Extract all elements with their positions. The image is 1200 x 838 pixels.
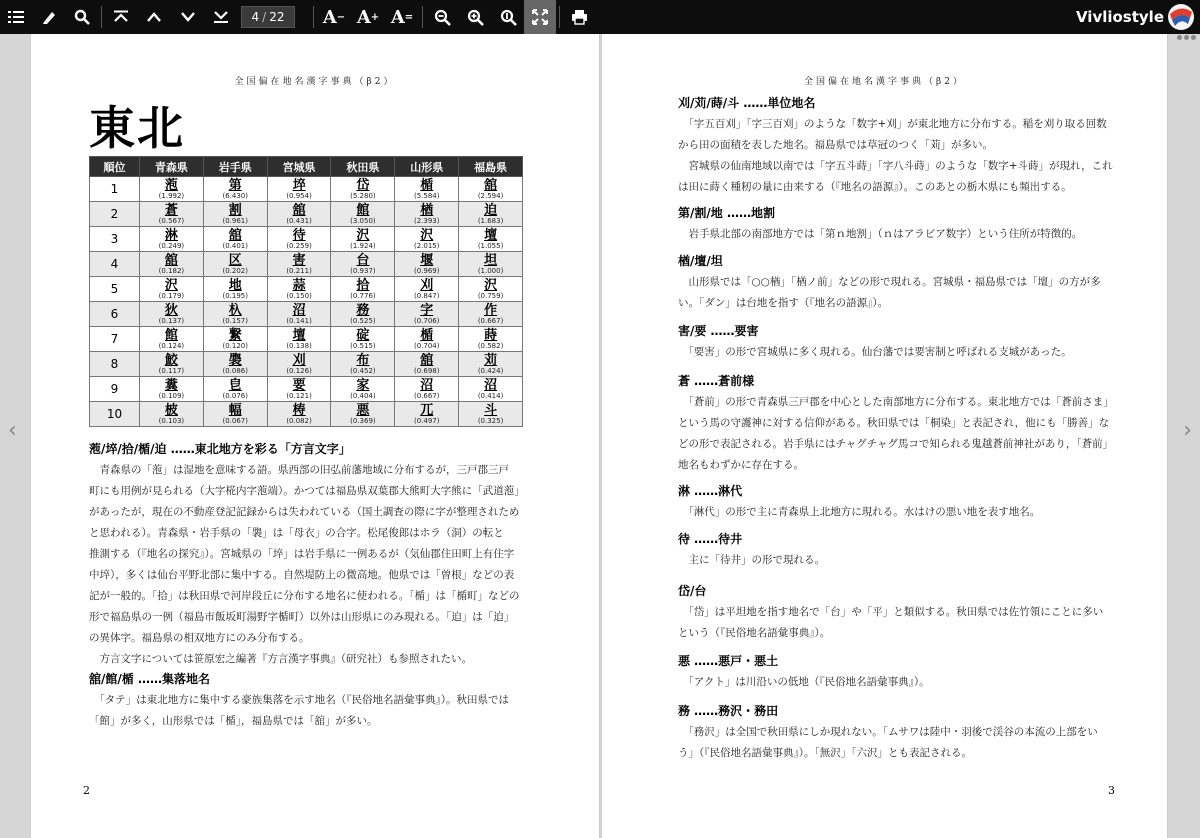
section-heading: 第/割/地 ……地割	[678, 206, 775, 220]
section-heading: 悪 ……悪戸・悪土	[678, 654, 779, 668]
ratio-value: (0.141)	[286, 316, 312, 325]
running-head: 全国偏在地名漢字事典（β2）	[804, 77, 965, 87]
rank-cell: 10	[90, 402, 140, 427]
ratio-value: (0.497)	[413, 416, 440, 425]
ratio-value: (5.280)	[350, 191, 376, 200]
zoom-in-icon[interactable]	[458, 0, 492, 34]
table-cell	[203, 352, 267, 377]
table-cell	[459, 177, 523, 202]
section-heading: 岱/台	[678, 584, 707, 598]
table-cell	[331, 202, 395, 227]
kanji[interactable]: 楢	[420, 202, 434, 218]
table-cell	[203, 227, 267, 252]
table-cell	[203, 302, 267, 327]
page-number: 3	[1108, 784, 1115, 797]
column-header: 山形県	[395, 157, 459, 177]
column-header: 青森県	[140, 157, 204, 177]
ratio-value: (0.202)	[222, 266, 248, 275]
left-page	[30, 34, 600, 838]
kanji[interactable]: 割	[228, 202, 242, 218]
table-cell	[331, 377, 395, 402]
ratio-value: (1.992)	[158, 191, 185, 200]
ratio-value: (0.667)	[413, 391, 440, 400]
body-text-line: から田の面積を表した地名。福島県では草冠のつく「苅」が多い。	[678, 139, 993, 151]
body-text-line: 主に「待井」の形で現れる。	[678, 554, 825, 566]
toolbar	[0, 0, 1200, 34]
marker-pen-icon[interactable]	[32, 0, 66, 34]
ranking-table	[89, 156, 523, 427]
body-text-line: 青森県の「萢」は湿地を意味する語。県西部の旧弘前藩地域に分布するが，三戸郡三戸	[89, 464, 509, 476]
table-cell	[203, 402, 267, 427]
kanji[interactable]: 区	[228, 252, 242, 268]
ratio-value: (6.430)	[222, 191, 248, 200]
kanji[interactable]: 楯	[420, 177, 434, 193]
table-cell	[140, 302, 204, 327]
table-cell	[459, 277, 523, 302]
section-heading: 蒼 ……蒼前様	[678, 374, 755, 388]
ratio-value: (0.404)	[350, 391, 376, 400]
body-text-line: 「務沢」は全国で秋田県にしか現れない。「ムサワは陸中・羽後で渓谷の本流の上部をい	[678, 726, 1098, 738]
body-text-line: 「アクト」は川沿いの低地（『民俗地名語彙事典』）。	[678, 676, 930, 688]
ratio-value: (1.924)	[350, 241, 376, 250]
column-header: 岩手県	[203, 157, 267, 177]
page-separator: /	[262, 10, 267, 24]
table-header-row	[90, 157, 523, 177]
kanji[interactable]: 作	[484, 302, 498, 318]
kanji[interactable]: 地	[228, 277, 242, 293]
last-page-icon[interactable]	[205, 0, 237, 34]
table-cell	[459, 202, 523, 227]
next-page-icon[interactable]	[171, 0, 205, 34]
table-cell	[267, 377, 331, 402]
table-cell	[203, 177, 267, 202]
ratio-value: (0.182)	[158, 266, 185, 275]
zoom-out-icon[interactable]	[426, 0, 458, 34]
kanji[interactable]: 刈	[292, 352, 306, 368]
kanji[interactable]: 蒔	[484, 327, 498, 343]
rank-cell: 7	[90, 327, 140, 352]
rank-cell: 3	[90, 227, 140, 252]
kanji[interactable]: 舘	[228, 227, 242, 243]
kanji[interactable]: 第	[228, 177, 242, 193]
table-row	[90, 227, 523, 252]
current-page[interactable]: 4	[251, 10, 260, 24]
ratio-value: (0.525)	[350, 316, 376, 325]
table-cell	[395, 327, 459, 352]
body-text-line: どの形で表記される。岩手県にはチャグチャグ馬コで知られる鬼越蒼前神社があり，「蒼前」	[678, 438, 1114, 450]
body-text-line: 「淋代」の形で主に青森県上北地方に現れる。水はけの悪い地を表す地名。	[678, 506, 1041, 518]
section-heading: 萢/埣/拾/楯/迫 ……東北地方を彩る「方言文字」	[89, 442, 351, 456]
section-heading: 待 ……待井	[678, 532, 743, 546]
body-text-line: 山形県では「○○楢」「楢ノ前」などの形で現れる。宮城県・福島県では「壇」の方が多	[678, 276, 1101, 288]
ratio-value: (0.076)	[222, 391, 248, 400]
ratio-value: (0.120)	[222, 341, 248, 350]
kanji[interactable]: 台	[356, 252, 370, 268]
table-cell	[140, 177, 204, 202]
ratio-value: (0.249)	[158, 241, 185, 250]
search-icon[interactable]	[66, 0, 98, 34]
ratio-value: (0.414)	[477, 391, 504, 400]
body-text-line: 「タテ」は東北地方に集中する豪族集落を示す地名（『民俗地名語彙事典』）。秋田県では	[89, 694, 509, 706]
kanji[interactable]: 蒼	[164, 202, 178, 218]
table-cell	[331, 177, 395, 202]
table-cell	[395, 302, 459, 327]
body-text-line: 岩手県北部の南部地方では「第ｎ地割」（ｎはアラビア数字）という住所が特徴的。	[678, 228, 1083, 240]
page-title: 東北	[89, 101, 185, 155]
body-text-line: という（『民俗地名語彙事典』）。	[678, 627, 831, 639]
table-cell	[395, 252, 459, 277]
ratio-value: (0.515)	[350, 341, 376, 350]
body-text-line: 町にも用例が見られる（大字椛内字萢端）。かつては福島県双葉郡大熊町大字熊に「武道萢」	[89, 485, 525, 497]
ratio-value: (0.698)	[413, 366, 440, 375]
table-row	[90, 402, 523, 427]
body-text-line: 中埣），多くは仙台平野北部に集中する。自然堤防上の微高地。他県では「曽根」などの表	[89, 569, 515, 581]
first-page-icon[interactable]	[105, 0, 137, 34]
vivliostyle-logo-icon	[1166, 2, 1196, 32]
ratio-value: (0.195)	[222, 291, 248, 300]
body-text-line: という馬の守護神に対する信仰がある。秋田県では「桐染」と表記され，他にも「勝善」な	[678, 417, 1110, 429]
kanji[interactable]: 褜	[228, 352, 242, 368]
ratio-value: (1.000)	[477, 266, 504, 275]
table-cell	[140, 327, 204, 352]
toolbar-divider	[313, 6, 314, 28]
section-heading: 舘/館/楯 ……集落地名	[89, 672, 210, 686]
table-cell	[395, 352, 459, 377]
body-text-line: 方言文字については笹原宏之編著『方言漢字事典』（研究社）も参照されたい。	[89, 653, 473, 665]
body-text-line: 「館」が多く，山形県では「楯」，福島県では「舘」が多い。	[89, 715, 378, 727]
table-row	[90, 352, 523, 377]
kanji[interactable]: 糞	[164, 377, 178, 393]
kanji[interactable]: 舘	[292, 202, 306, 218]
previous-page-icon[interactable]	[137, 0, 171, 34]
toc-menu-icon[interactable]	[0, 0, 32, 34]
kanji[interactable]: 待	[292, 227, 306, 243]
table-cell	[459, 227, 523, 252]
ratio-value: (0.121)	[286, 391, 312, 400]
ratio-value: (3.050)	[350, 216, 376, 225]
kanji[interactable]: 杁	[228, 302, 242, 318]
left-nav-arrow-icon[interactable]: ‹	[8, 418, 17, 443]
body-text-line: の異体字。福島県の相双地方にのみ分布する。	[89, 632, 310, 644]
kanji[interactable]: 沢	[420, 227, 434, 243]
ratio-value: (0.325)	[477, 416, 504, 425]
body-text-line: と思われる）。青森県・岩手県の「褜」は「母衣」の合字。松尾俊郎はホラ（洞）の転と	[89, 527, 504, 539]
table-cell	[140, 377, 204, 402]
kanji[interactable]: 館	[164, 327, 178, 343]
kanji[interactable]: 堰	[420, 252, 434, 268]
body-text-line: 推測する（『地名の探究』）。宮城県の「埣」は岩手県に一例あるが（気仙郡住田町上有住字	[89, 548, 515, 560]
table-cell	[459, 402, 523, 427]
ratio-value: (0.211)	[286, 266, 312, 275]
table-cell	[267, 202, 331, 227]
table-cell	[140, 227, 204, 252]
body-text-line: 地名もわずかに存在する。	[678, 459, 804, 471]
table-cell	[331, 327, 395, 352]
table-cell	[331, 277, 395, 302]
ratio-value: (0.431)	[286, 216, 312, 225]
ratio-value: (0.759)	[477, 291, 504, 300]
ratio-value: (2.393)	[413, 216, 440, 225]
ratio-value: (0.667)	[477, 316, 504, 325]
table-cell	[395, 177, 459, 202]
table-cell	[395, 402, 459, 427]
body-text-line: う」（『民俗地名語彙事典』）。「無沢」「六沢」とも表記される。	[678, 747, 972, 759]
kanji[interactable]: 迫	[484, 202, 498, 218]
ratio-value: (5.584)	[413, 191, 440, 200]
table-cell	[331, 402, 395, 427]
table-cell	[267, 252, 331, 277]
table-cell	[395, 277, 459, 302]
rank-cell: 2	[90, 202, 140, 227]
table-cell	[267, 227, 331, 252]
body-text-line: 宮城県の仙南地域以南では「字五斗蒔」「字八斗蒔」のような「数字+斗蒔」が現れ，これ	[678, 160, 1113, 172]
rank-cell: 9	[90, 377, 140, 402]
section-heading: 務 ……務沢・務田	[678, 704, 779, 718]
kanji[interactable]: 皀	[228, 377, 242, 393]
ratio-value: (0.082)	[286, 416, 312, 425]
kanji[interactable]: 舘	[164, 252, 178, 268]
ratio-value: (0.424)	[477, 366, 504, 375]
body-text-line: は田に蒔く種籾の量に由来する（『地名の語源』）。このあとの栃木県にも頻出する。	[678, 181, 1072, 193]
body-text-line: 形で福島県の一例（福島市飯坂町湯野字楯町）以外は山形県にのみ現れる。「迫」は「迫」	[89, 611, 515, 623]
rank-cell: 4	[90, 252, 140, 277]
body-text-line: 「蒼前」の形で青森県三戸郡を中心とした南部地方に分布する。東北地方では「蒼前さま」	[678, 396, 1114, 408]
kanji[interactable]: 萢	[164, 177, 178, 193]
kanji[interactable]: 要	[292, 377, 306, 393]
table-cell	[140, 252, 204, 277]
running-head: 全国偏在地名漢字事典（β2）	[234, 77, 396, 87]
kanji[interactable]: 舘	[484, 177, 498, 193]
kanji[interactable]: 苅	[484, 352, 498, 368]
page-number-input[interactable]	[241, 6, 295, 28]
table-cell	[331, 352, 395, 377]
table-row	[90, 377, 523, 402]
ratio-value: (1.683)	[477, 216, 504, 225]
table-cell	[267, 352, 331, 377]
ratio-value: (0.117)	[158, 366, 185, 375]
kanji[interactable]: 害	[292, 252, 306, 268]
table-cell	[267, 177, 331, 202]
table-cell	[203, 277, 267, 302]
ratio-value: (0.109)	[158, 391, 185, 400]
table-row	[90, 252, 523, 277]
table-row	[90, 302, 523, 327]
right-nav-arrow-icon[interactable]: ›	[1183, 418, 1192, 443]
ratio-value: (0.126)	[286, 366, 312, 375]
kanji[interactable]: 岱	[356, 177, 370, 193]
column-header: 順位	[90, 157, 140, 177]
table-cell	[331, 252, 395, 277]
ratio-value: (0.137)	[158, 316, 185, 325]
column-header: 秋田県	[331, 157, 395, 177]
table-row	[90, 177, 523, 202]
table-cell	[203, 252, 267, 277]
kanji[interactable]: 狄	[164, 302, 178, 318]
table-cell	[331, 302, 395, 327]
kanji[interactable]: 沢	[484, 277, 498, 293]
font-size-decrease-icon[interactable]: A −	[322, 6, 346, 28]
kanji[interactable]: 斗	[484, 402, 498, 418]
ratio-value: (0.969)	[413, 266, 440, 275]
ratio-value: (1.055)	[477, 241, 504, 250]
more-menu-icon[interactable]	[1177, 35, 1196, 40]
table-cell	[459, 302, 523, 327]
ratio-value: (0.567)	[158, 216, 185, 225]
table-cell	[267, 302, 331, 327]
kanji[interactable]: 沼	[292, 302, 306, 318]
brand-name: Vivliostyle	[1075, 8, 1164, 26]
section-heading: 刈/苅/蒔/斗 ……単位地名	[678, 96, 816, 110]
table-cell	[140, 402, 204, 427]
section-heading: 害/要 ……要害	[678, 324, 759, 338]
ratio-value: (0.452)	[350, 366, 376, 375]
kanji[interactable]: 幅	[228, 402, 242, 418]
ratio-value: (0.582)	[477, 341, 504, 350]
kanji[interactable]: 沼	[484, 377, 498, 393]
kanji[interactable]: 布	[356, 352, 370, 368]
kanji[interactable]: 壇	[292, 327, 306, 343]
body-text-line: 「字五百刈」「字三百刈」のような「数字+刈」が東北地方に分布する。稲を刈り取る回数	[678, 118, 1107, 130]
table-cell	[203, 327, 267, 352]
kanji[interactable]: 沢	[164, 277, 178, 293]
kanji[interactable]: 埣	[292, 177, 306, 193]
table-cell	[203, 202, 267, 227]
body-text-line: い。「ダン」は台地を指す（『地名の語源』）。	[678, 297, 889, 309]
rank-cell: 6	[90, 302, 140, 327]
table-cell	[331, 227, 395, 252]
table-cell	[395, 377, 459, 402]
table-row	[90, 277, 523, 302]
table-cell	[459, 327, 523, 352]
kanji[interactable]: 務	[356, 302, 370, 318]
toolbar-divider	[101, 6, 102, 28]
section-heading: 楢/壇/坦	[678, 254, 723, 268]
table-cell	[140, 352, 204, 377]
kanji[interactable]: 沢	[356, 227, 370, 243]
table-cell	[140, 202, 204, 227]
body-text-line: 「要害」の形で宮城県に多く現れる。仙台藩では要害制と呼ばれる支城があった。	[678, 346, 1072, 358]
kanji[interactable]: 坦	[484, 252, 498, 268]
toolbar-divider	[422, 6, 423, 28]
ratio-value: (0.067)	[222, 416, 248, 425]
body-text-line: があったが，現在の不動産登記記録からは失われている（国土調査の際に字が整理されため	[89, 506, 520, 518]
ratio-value: (0.954)	[286, 191, 312, 200]
kanji[interactable]: 舘	[420, 352, 434, 368]
table-cell	[395, 202, 459, 227]
ratio-value: (0.706)	[413, 316, 440, 325]
kanji[interactable]: 壇	[484, 227, 498, 243]
ratio-value: (0.103)	[158, 416, 185, 425]
ratio-value: (0.401)	[222, 241, 248, 250]
ratio-value: (0.179)	[158, 291, 185, 300]
ratio-value: (2.594)	[477, 191, 504, 200]
kanji[interactable]: 悪	[356, 402, 370, 418]
table-cell	[140, 277, 204, 302]
body-text-line: 記が一般的。「拾」は秋田県で河岸段丘に分布する地名に使われる。「楯」は「楯町」などの	[89, 590, 520, 602]
rank-cell: 8	[90, 352, 140, 377]
table-cell	[395, 227, 459, 252]
kanji[interactable]: 楯	[420, 327, 434, 343]
body-text-line: 「岱」は平坦地を指す地名で「台」や「平」と類似する。秋田県では佐竹領にことに多い	[678, 606, 1104, 618]
rank-cell: 5	[90, 277, 140, 302]
table-cell	[459, 252, 523, 277]
kanji[interactable]: 柀	[164, 402, 178, 418]
kanji[interactable]: 刈	[420, 277, 434, 293]
page-number: 2	[83, 784, 90, 797]
print-icon[interactable]	[563, 0, 595, 34]
ratio-value: (2.015)	[413, 241, 440, 250]
ratio-value: (0.259)	[286, 241, 312, 250]
kanji[interactable]: 繋	[228, 327, 242, 343]
table-cell	[459, 352, 523, 377]
fit-page-icon[interactable]	[524, 0, 556, 34]
table-row	[90, 327, 523, 352]
ratio-value: (0.961)	[222, 216, 248, 225]
kanji[interactable]: 拾	[356, 277, 370, 293]
kanji[interactable]: 兀	[420, 402, 434, 418]
ratio-value: (0.157)	[222, 316, 248, 325]
kanji[interactable]: 鮫	[164, 352, 178, 368]
section-heading: 淋 ……淋代	[678, 484, 743, 498]
kanji[interactable]: 沼	[420, 377, 434, 393]
ratio-value: (0.138)	[286, 341, 312, 350]
kanji[interactable]: 家	[356, 377, 370, 393]
toolbar-divider	[559, 6, 560, 28]
ratio-value: (0.776)	[350, 291, 376, 300]
kanji[interactable]: 碇	[356, 327, 370, 343]
table-cell	[267, 402, 331, 427]
table-cell	[267, 277, 331, 302]
kanji[interactable]: 蒜	[292, 277, 306, 293]
table-cell	[203, 377, 267, 402]
ratio-value: (0.369)	[350, 416, 376, 425]
right-page	[601, 34, 1168, 838]
ratio-value: (0.704)	[413, 341, 440, 350]
font-size-reset-icon[interactable]: A =	[390, 6, 414, 28]
ratio-value: (0.847)	[413, 291, 440, 300]
ratio-value: (0.150)	[286, 291, 312, 300]
kanji[interactable]: 淋	[164, 227, 178, 243]
table-cell	[267, 327, 331, 352]
table-cell	[459, 377, 523, 402]
column-header: 福島県	[459, 157, 523, 177]
kanji[interactable]: 字	[420, 302, 434, 318]
total-pages: 22	[269, 10, 285, 24]
kanji[interactable]: 梼	[292, 402, 306, 418]
zoom-actual-size-icon[interactable]	[492, 0, 524, 34]
ratio-value: (0.086)	[222, 366, 248, 375]
rank-cell: 1	[90, 177, 140, 202]
ratio-value: (0.124)	[158, 341, 185, 350]
column-header: 宮城県	[267, 157, 331, 177]
kanji[interactable]: 館	[356, 202, 370, 218]
ratio-value: (0.937)	[350, 266, 376, 275]
table-row	[90, 202, 523, 227]
font-size-increase-icon[interactable]: A +	[356, 6, 380, 28]
